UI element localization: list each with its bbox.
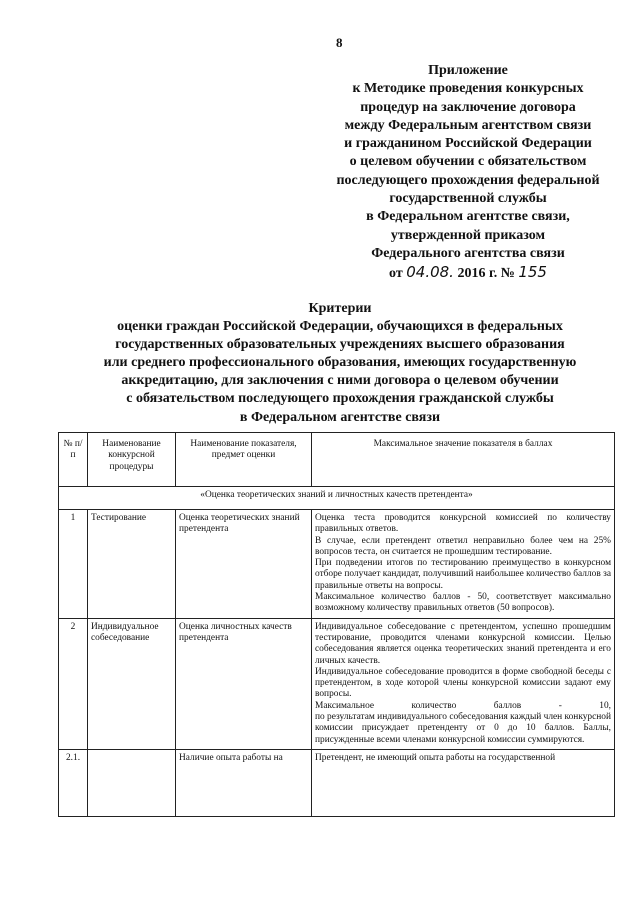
section-title: «Оценка теоретических знаний и личностных качеств претендента» xyxy=(59,487,615,510)
row-indicator: Наличие опыта работы на xyxy=(176,749,312,816)
row-indicator: Оценка личностных качеств претендента xyxy=(176,618,312,749)
description-paragraph: В случае, если претендент ответил неправильно более чем на 25% вопросов теста, он считается не прошедшим тестирование. xyxy=(315,535,611,557)
description-paragraph: При подведении итогов по тестированию преимущество в конкурсном отборе получает кандидат, получивший наибольшее количество баллов за правильные ответы на вопросы. xyxy=(315,558,611,591)
row-number: 2.1. xyxy=(59,749,88,816)
description-paragraph: Максимальное количество баллов - 10, xyxy=(315,700,611,711)
appendix-line: Федерального агентства связи xyxy=(371,245,565,261)
title-line: аккредитацию, для заключения с ними договора о целевом обучении xyxy=(121,373,559,389)
appendix-line: и гражданином Российской Федерации xyxy=(344,136,592,152)
table-row xyxy=(59,618,615,749)
order-line xyxy=(318,263,618,283)
row-indicator: Оценка теоретических знаний претендента xyxy=(176,510,312,619)
row-procedure: Индивидуальное собеседование xyxy=(88,618,176,749)
description-paragraph: по результатам индивидуального собеседования каждый член конкурсной комиссии присуждает претенденту от 0 до 10 баллов. Баллы, присужденные всеми членами конкурсной комиссии суммируются. xyxy=(315,712,611,745)
appendix-line: последующего прохождения федеральной xyxy=(336,172,600,188)
description-paragraph: Максимальное количество баллов - 50, соответствует максимально возможному количеству правильных ответов (50 вопросов). xyxy=(315,592,611,614)
appendix-line: к Методике проведения конкурсных xyxy=(352,81,584,97)
title-line: или среднего профессионального образования, имеющих государственную xyxy=(103,355,577,371)
appendix-line: о целевом обучении с обязательством xyxy=(349,154,587,170)
header-indicator: Наименование показателя, предмет оценки xyxy=(176,433,312,487)
row-number: 1 xyxy=(59,510,88,619)
table-row xyxy=(59,749,615,816)
title-line: государственных образовательных учреждениях высшего образования xyxy=(115,337,565,353)
table-row xyxy=(59,510,615,619)
document-title xyxy=(40,300,640,427)
header-max-value: Максимальное значение показателя в баллах xyxy=(312,433,615,487)
title-line: Критерии xyxy=(308,301,372,316)
order-prefix: от xyxy=(389,266,403,282)
order-year: 2016 г. № xyxy=(457,266,515,282)
header-number: № п/п xyxy=(59,433,88,487)
table-header-row xyxy=(59,433,615,487)
appendix-line: государственной службы xyxy=(389,191,547,207)
header-procedure: Наименование конкурсной процедуры xyxy=(88,433,176,487)
row-procedure: Тестирование xyxy=(88,510,176,619)
appendix-line: в Федеральном агентстве связи, xyxy=(366,209,570,225)
description-paragraph: Оценка теста проводится конкурсной комиссией по количеству правильных ответов. xyxy=(315,513,611,535)
appendix-line: процедур на заключение договора xyxy=(360,99,576,115)
row-description xyxy=(312,510,615,619)
page-number: 8 xyxy=(336,35,343,50)
appendix-line: утвержденной приказом xyxy=(390,227,546,243)
row-description xyxy=(312,618,615,749)
section-row xyxy=(59,487,615,510)
order-number-handwritten: 155 xyxy=(518,263,547,282)
row-procedure xyxy=(88,749,176,816)
appendix-line: между Федеральным агентством связи xyxy=(344,117,592,133)
row-number: 2 xyxy=(59,618,88,749)
title-line: с обязательством последующего прохождения гражданской службы xyxy=(126,391,554,407)
description-paragraph: Претендент, не имеющий опыта работы на государственной xyxy=(315,752,556,763)
description-paragraph: Индивидуальное собеседование с претендентом, успешно прошедшим тестирование, проводится членами конкурсной комиссии. Целью собеседования является оценка теоретических знаний претендента и его личных качеств. xyxy=(315,621,611,666)
title-line: оценки граждан Российской Федерации, обучающихся в федеральных xyxy=(117,319,563,335)
row-description xyxy=(312,749,615,816)
appendix-block xyxy=(318,62,618,284)
order-date-handwritten: 04.08. xyxy=(406,263,454,282)
criteria-table xyxy=(58,432,615,817)
title-line: в Федеральном агентстве связи xyxy=(239,409,441,425)
appendix-line: Приложение xyxy=(428,63,508,78)
description-paragraph: Индивидуальное собеседование проводится в форме свободной беседы с претендентом, в ходе которой члены конкурсной комиссии задают ему вопросы. xyxy=(315,666,611,700)
